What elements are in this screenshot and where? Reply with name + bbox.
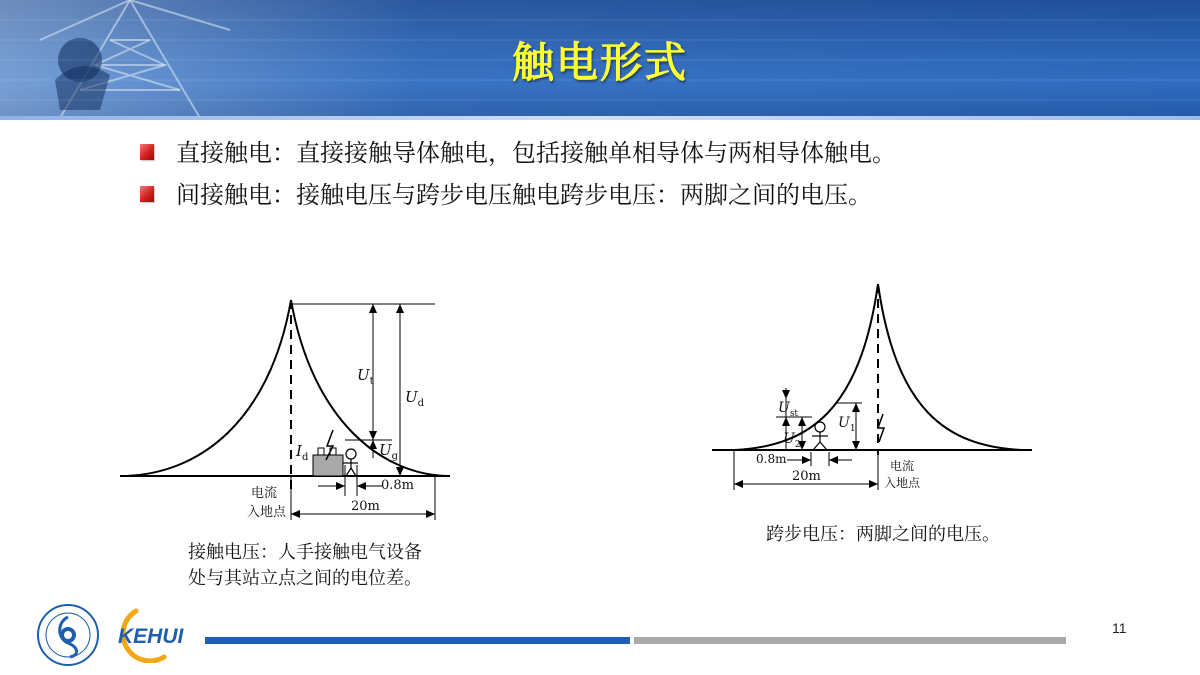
bullet-text: 直接触电：直接接触导体触电，包括接触单相导体与两相导体触电。 <box>176 139 896 167</box>
footer-bar-blue <box>205 637 630 644</box>
label-entry-point: 电流 入地点 <box>247 486 287 520</box>
slide-title: 触电形式 <box>511 38 688 87</box>
label-ug: $U_g$ <box>379 441 399 462</box>
caption-touch-voltage: 接触电压：人手接触电气设备 处与其站立点之间的电位差。 <box>188 542 422 589</box>
label-ud: $U_d$ <box>405 388 425 409</box>
page-number: 11 <box>1112 620 1127 636</box>
person-figure-icon <box>812 422 828 450</box>
kehui-logo-text: KEHUI <box>118 625 184 648</box>
university-seal-icon <box>36 603 100 667</box>
label-dist-large: 20m <box>351 499 380 514</box>
kehui-logo-icon <box>106 605 198 663</box>
label-dist-small: 0.8m <box>381 478 415 493</box>
label-ust: $U_{st}$ <box>778 400 799 419</box>
label-id: $I_d$ <box>296 442 309 463</box>
bullet-text: 间接触电：接触电压与跨步电压触电跨步电压：两脚之间的电压。 <box>176 181 872 209</box>
label-entry-point: 电流 入地点 <box>884 459 921 490</box>
label-ut: $U_t$ <box>357 366 374 387</box>
label-u1: $U_1$ <box>838 415 856 434</box>
caption-step-voltage: 跨步电压：两脚之间的电压。 <box>766 524 1000 545</box>
label-dist-large: 20m <box>792 469 821 484</box>
label-u2: $U_2$ <box>783 431 801 450</box>
footer-bar-gray <box>634 637 1066 644</box>
label-dist-small: 0.8m <box>756 452 787 466</box>
